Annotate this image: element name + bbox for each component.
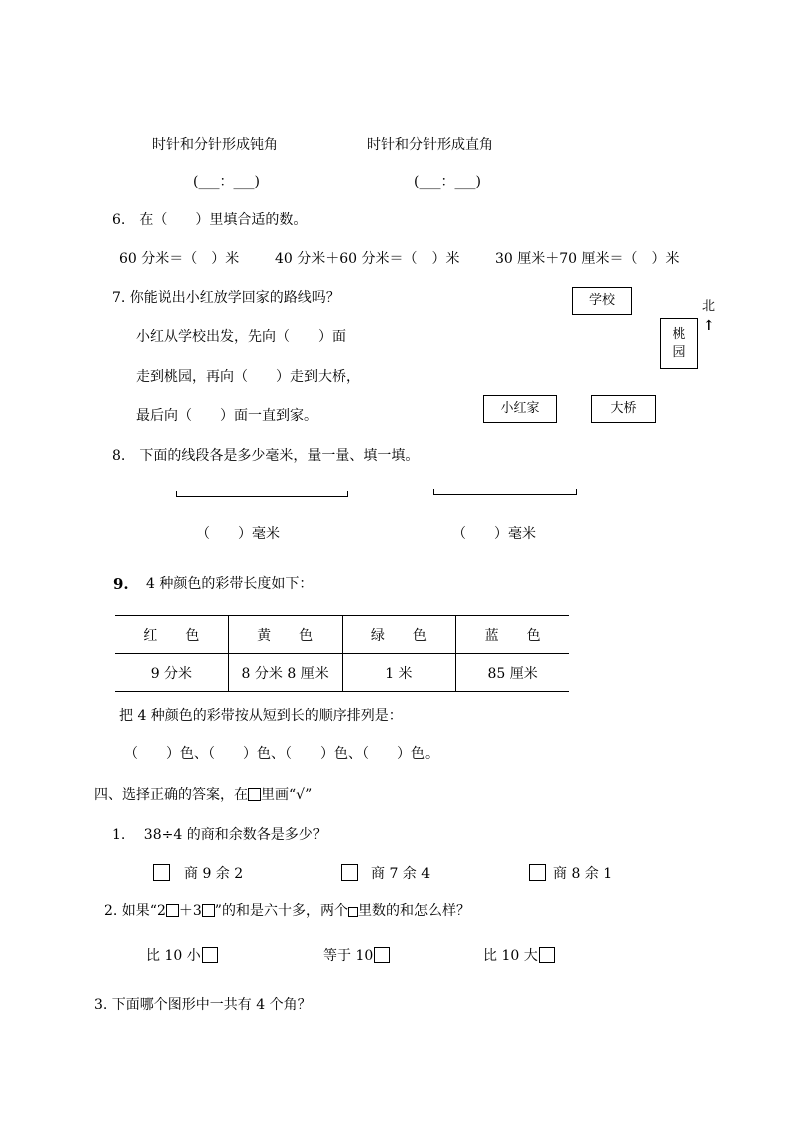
s4-q3-title: 3. 下面哪个图形中一共有 4 个角？ <box>94 997 312 1013</box>
s4-q2-title-pre: 2. 如果“2 <box>104 903 166 919</box>
q9-order-blanks: （ ）色、（ ）色、（ ）色、（ ）色。 <box>124 746 439 762</box>
s4-q2-option-2[interactable] <box>323 947 390 965</box>
north-arrow-icon: ↑ <box>703 318 715 334</box>
digit-box-icon <box>166 904 179 917</box>
s4-q1-option-3: 商 8 余 1 <box>553 866 613 882</box>
table-cell: 1 米 <box>342 654 456 692</box>
table-cell: 8 分米 8 厘米 <box>228 654 342 692</box>
digit-box-icon <box>348 907 358 917</box>
map-orchard-char-2: 园 <box>672 345 686 360</box>
table-row <box>115 654 569 692</box>
table-cell: 蓝 色 <box>456 616 569 654</box>
s4-q2-option-1-label: 比 10 小 <box>146 948 201 964</box>
map-orchard-char-1: 桃 <box>672 327 686 342</box>
q7-line-2: 走到桃园，再向（ ）走到大桥， <box>136 369 360 385</box>
s4-q1-option-2: 商 7 余 4 <box>371 866 431 882</box>
q6-item-3: 30 厘米＋70 厘米＝（ ）米 <box>495 251 680 267</box>
s4-q2-option-3[interactable] <box>483 947 555 965</box>
line-segment-2 <box>433 489 577 495</box>
q8-answer-2: （ ）毫米 <box>452 526 536 542</box>
obtuse-angle-label: 时针和分针形成钝角 <box>152 137 278 153</box>
s4-q1-option-1: 商 9 余 2 <box>184 866 244 882</box>
ribbon-length-table <box>115 615 569 692</box>
time-blank-1: (___：___) <box>193 174 260 190</box>
table-cell: 85 厘米 <box>456 654 569 692</box>
q7-title: 7. 你能说出小红放学回家的路线吗？ <box>112 290 340 306</box>
s4-q2-option-1[interactable] <box>146 947 218 965</box>
q6-title: 6. 在（ ）里填合适的数。 <box>112 212 308 228</box>
q8-title: 8. 下面的线段各是多少毫米，量一量、填一填。 <box>112 448 420 464</box>
q9-order-prompt: 把 4 种颜色的彩带按从短到长的顺序排列是： <box>119 708 403 724</box>
section-4-title <box>94 786 312 804</box>
option-checkbox-3[interactable] <box>529 864 546 881</box>
q6-item-2: 40 分米＋60 分米＝（ ）米 <box>275 251 460 267</box>
s4-q2-title-post: ”的和是六十多，两个 <box>214 903 348 919</box>
map-orchard-box <box>660 318 698 369</box>
line-segment-1 <box>176 491 348 497</box>
s4-q2-title-mid: ＋3 <box>178 903 202 919</box>
map-home-box: 小红家 <box>483 395 557 423</box>
section-4-title-post: 里画“√” <box>261 787 313 803</box>
q8-answer-1: （ ）毫米 <box>196 526 280 542</box>
map-bridge-box: 大桥 <box>591 395 656 423</box>
right-angle-label: 时针和分针形成直角 <box>367 137 493 153</box>
s4-q1-title: 1. 38÷4 的商和余数各是多少？ <box>112 827 327 843</box>
map-school-box: 学校 <box>572 287 632 315</box>
q7-line-3: 最后向（ ）面一直到家。 <box>136 408 318 424</box>
north-label: 北 <box>702 299 716 314</box>
q6-item-1: 60 分米＝（ ）米 <box>119 251 240 267</box>
table-cell: 黄 色 <box>228 616 342 654</box>
answer-box-icon <box>248 788 261 801</box>
q9-number: 9. <box>113 575 129 593</box>
table-row <box>115 616 569 654</box>
option-checkbox-1[interactable] <box>153 864 170 881</box>
s4-q2-title-end: 里数的和怎么样？ <box>357 903 470 919</box>
section-4-title-pre: 四、选择正确的答案，在 <box>94 787 248 803</box>
s4-q2-option-2-label: 等于 10 <box>323 948 374 964</box>
option-checkbox-icon[interactable] <box>374 947 390 963</box>
table-cell: 绿 色 <box>342 616 456 654</box>
s4-q2-title <box>104 902 470 920</box>
s4-q2-option-3-label: 比 10 大 <box>483 948 538 964</box>
option-checkbox-icon[interactable] <box>539 947 555 963</box>
table-cell: 9 分米 <box>115 654 228 692</box>
q9-title: 4 种颜色的彩带长度如下： <box>146 576 314 592</box>
q7-line-1: 小红从学校出发，先向（ ）面 <box>136 329 346 345</box>
digit-box-icon <box>202 904 215 917</box>
option-checkbox-icon[interactable] <box>202 947 218 963</box>
option-checkbox-2[interactable] <box>341 864 358 881</box>
time-blank-2: (___：___) <box>414 174 481 190</box>
table-cell: 红 色 <box>115 616 228 654</box>
